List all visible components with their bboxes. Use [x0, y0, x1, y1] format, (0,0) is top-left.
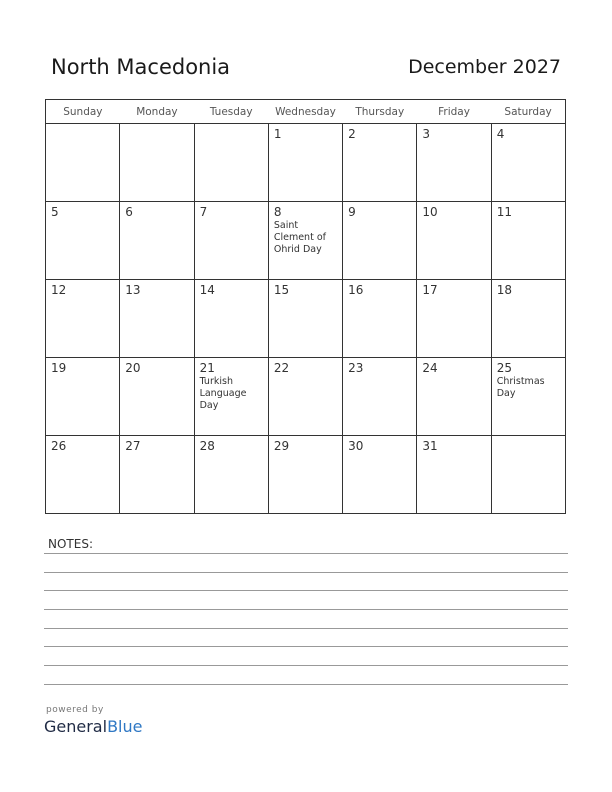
day-cell — [491, 436, 565, 514]
day-cell — [491, 124, 565, 202]
day-number: 2 — [348, 127, 356, 141]
day-cell — [417, 124, 491, 202]
note-line — [44, 609, 568, 610]
month-title: December 2027 — [408, 56, 561, 78]
week-row — [46, 436, 566, 514]
holiday-label: Saint Clement of Ohrid Day — [273, 220, 326, 255]
note-line — [44, 553, 568, 554]
day-cell — [268, 202, 342, 280]
day-cell — [417, 202, 491, 280]
note-line — [44, 590, 568, 591]
powered-by-text: powered by — [46, 705, 104, 715]
day-cell — [343, 202, 417, 280]
brand-general: General — [44, 717, 108, 736]
weekday-header-row — [46, 100, 566, 124]
day-cell — [194, 124, 268, 202]
day-number: 10 — [422, 205, 438, 219]
day-number: 30 — [348, 439, 364, 453]
day-number: 18 — [496, 283, 512, 297]
weekday-wednesday: Wednesday — [268, 100, 342, 124]
day-number: 26 — [51, 439, 67, 453]
day-number: 23 — [348, 361, 364, 375]
day-cell — [120, 202, 194, 280]
day-number: 19 — [51, 361, 67, 375]
day-cell — [120, 358, 194, 436]
day-cell — [268, 358, 342, 436]
note-line — [44, 572, 568, 573]
day-number: 17 — [422, 283, 438, 297]
day-cell — [343, 280, 417, 358]
day-cell — [46, 436, 120, 514]
day-number: 6 — [125, 205, 133, 219]
day-number: 24 — [422, 361, 438, 375]
country-title: North Macedonia — [51, 55, 231, 79]
week-row — [46, 124, 566, 202]
note-line — [44, 665, 568, 666]
week-row — [46, 358, 566, 436]
note-line — [44, 628, 568, 629]
day-number: 31 — [422, 439, 438, 453]
day-cell — [417, 436, 491, 514]
day-cell — [268, 436, 342, 514]
holiday-label: Christmas Day — [496, 376, 545, 399]
weekday-thursday: Thursday — [343, 100, 417, 124]
day-cell — [343, 436, 417, 514]
day-number: 27 — [125, 439, 141, 453]
day-number: 7 — [199, 205, 208, 219]
day-number: 13 — [125, 283, 141, 297]
day-number: 14 — [199, 283, 215, 297]
day-number: 28 — [199, 439, 215, 453]
day-cell — [194, 358, 268, 436]
day-number: 1 — [273, 127, 282, 141]
day-number: 16 — [348, 283, 364, 297]
day-cell — [491, 358, 565, 436]
day-cell — [268, 124, 342, 202]
day-number: 4 — [496, 127, 505, 141]
day-cell — [46, 280, 120, 358]
notes-label: NOTES: — [48, 537, 93, 551]
day-number: 25 — [496, 361, 512, 375]
note-line — [44, 684, 568, 685]
weekday-saturday: Saturday — [491, 100, 565, 124]
day-cell — [194, 280, 268, 358]
calendar-grid — [45, 99, 566, 514]
day-cell — [343, 358, 417, 436]
day-number: 11 — [496, 205, 512, 219]
week-row — [46, 202, 566, 280]
day-number: 20 — [125, 361, 141, 375]
day-number: 9 — [348, 205, 356, 219]
day-cell — [417, 280, 491, 358]
weekday-monday: Monday — [120, 100, 194, 124]
day-number: 21 — [199, 361, 215, 375]
week-row — [46, 280, 566, 358]
day-cell — [120, 280, 194, 358]
day-cell — [46, 124, 120, 202]
day-cell — [120, 124, 194, 202]
day-cell — [194, 436, 268, 514]
weekday-tuesday: Tuesday — [194, 100, 268, 124]
day-cell — [343, 124, 417, 202]
day-number: 15 — [273, 283, 290, 297]
day-number: 3 — [422, 127, 431, 141]
day-number: 29 — [273, 439, 290, 453]
day-cell — [120, 436, 194, 514]
day-cell — [46, 358, 120, 436]
note-line — [44, 646, 568, 647]
day-cell — [268, 280, 342, 358]
day-number: 5 — [51, 205, 59, 219]
day-cell — [491, 280, 565, 358]
weekday-sunday: Sunday — [46, 100, 120, 124]
day-cell — [491, 202, 565, 280]
day-number: 12 — [51, 283, 67, 297]
day-number: 22 — [273, 361, 290, 375]
holiday-label: Turkish Language Day — [199, 376, 247, 411]
generalblue-logo — [44, 717, 142, 736]
brand-blue: Blue — [107, 717, 143, 736]
day-cell — [194, 202, 268, 280]
day-number: 8 — [273, 205, 282, 219]
day-cell — [417, 358, 491, 436]
weekday-friday: Friday — [417, 100, 491, 124]
day-cell — [46, 202, 120, 280]
